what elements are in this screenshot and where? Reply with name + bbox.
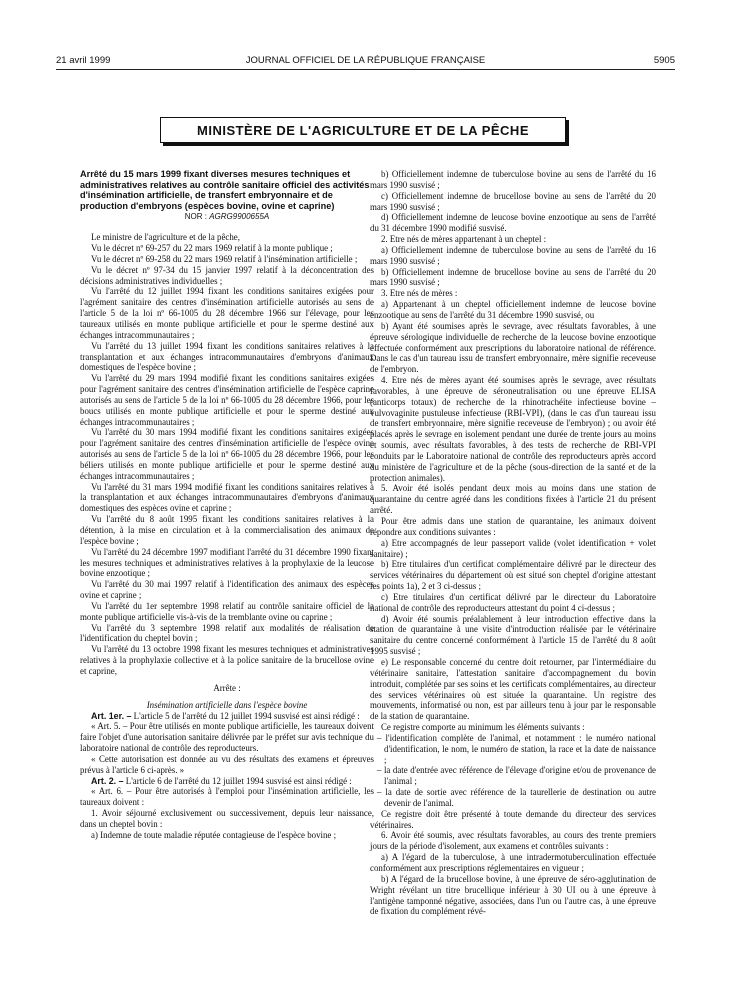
- paragraph: c) Etre titulaires d'un certificat délivré par le directeur du Laboratoire national de contrôle des reproducteurs attestant du point 4 ci-dessus ;: [370, 591, 656, 613]
- paragraph: Ce registre comporte au minimum les éléments suivants :: [381, 722, 585, 733]
- page-header: [56, 55, 675, 67]
- section-heading: Insémination artificielle dans l'espèce bovine: [146, 699, 308, 710]
- register-items: [370, 733, 656, 809]
- article-2-body: [80, 786, 374, 840]
- paragraph: a) A l'égard de la tuberculose, à une intradermotuberculination effectuée conformément aux prescriptions réglementaires en vigueur ;: [370, 852, 656, 873]
- paragraph: 1. Avoir séjourné exclusivement ou successivement, depuis leur naissance, dans un cheptel bovin :: [80, 808, 374, 829]
- paragraph: Vu l'arrêté du 12 juillet 1994 fixant les conditions sanitaires exigées pour l'agrément sanitaire des centres d'insémination artificielle autorisés au sens de l'article 5 de la loi nº 66-1005 du 28 décembre 1966 sur l'élevage, pour les taureaux utilisés en monte publique artificielle et pour le sperme destiné aux échanges intracommunautaires ;: [80, 286, 374, 340]
- paragraph: Vu l'arrêté du 3 septembre 1998 relatif aux modalités de réalisation de l'identification du cheptel bovin ;: [80, 622, 374, 644]
- paragraph: a) Indemne de toute maladie réputée contagieuse de l'espèce bovine ;: [91, 829, 337, 840]
- column-left: [80, 169, 374, 841]
- paragraph: a) Officiellement indemne de tuberculose bovine au sens de l'arrêté du 16 mars 1990 susvisé ;: [370, 244, 656, 266]
- paragraph: « Cette autorisation est donnée au vu des résultats des examens et épreuves prévus à l'article 6 ci-après. »: [80, 753, 374, 775]
- paragraph: Vu l'arrêté du 8 août 1995 fixant les conditions sanitaires relatives à la détention, à la mise en circulation et à la commercialisation des animaux de l'espèce bovine ;: [80, 514, 374, 546]
- header-rule: [56, 69, 675, 70]
- paragraph: Ce registre doit être présenté à toute demande du directeur des services vétérinaires.: [370, 808, 656, 830]
- paragraph: d) Officiellement indemne de leucose bovine enzootique au sens de l'arrêté du 31 décembre 1990 modifié susvisé.: [370, 212, 656, 234]
- ministry-title: MINISTÈRE DE L'AGRICULTURE ET DE LA PÊCHE: [197, 122, 529, 138]
- paragraph: 3. Etre nés de mères :: [381, 288, 458, 299]
- paragraph: c) Officiellement indemne de brucellose bovine au sens de l'arrêté du 20 mars 1990 susvisé ;: [370, 190, 656, 212]
- paragraph: b) Ayant été soumises après le sevrage, avec résultats favorables, à une épreuve sérologique individuelle de recherche de la leucose bovine enzootique effectuée conformément aux prescriptions du laboratoire national de référence. Dans le cas d'un taureau issu de transfert embryonnaire, mère signifie receveuse de l'embryon.: [370, 320, 656, 375]
- arrete-heading: Arrête :: [213, 682, 241, 693]
- paragraph: Vu l'arrêté du 13 octobre 1998 fixant les mesures techniques et administratives relatives à la prophylaxie collective et à la police sanitaire de la brucellose ovine et caprine,: [80, 644, 374, 676]
- paragraph: Vu le décret nº 97-34 du 15 janvier 1997 relatif à la déconcentration des décisions administratives individuelles ;: [80, 264, 374, 286]
- column-right: [370, 169, 656, 917]
- paragraph: – l'identification complète de l'animal, et notamment : le numéro national d'identification, le nom, le numéro de station, la race et la date de naissance ;: [377, 732, 656, 765]
- article-2: Art. 2. – L'article 6 de l'arrêté du 12 juillet 1994 susvisé est ainsi rédigé :: [91, 775, 352, 786]
- journal-title: JOURNAL OFFICIEL DE LA RÉPUBLIQUE FRANÇAISE: [245, 55, 486, 66]
- paragraph: a) Appartenant à un cheptel officiellement indemne de leucose bovine enzootique au sens de l'arrêté du 31 décembre 1990 susvisé, ou: [370, 299, 656, 320]
- paragraph: 5. Avoir été isolés pendant deux mois au moins dans une station de quarantaine du centre agréé dans les conditions fixées à l'article 21 du présent arrêté.: [370, 483, 656, 516]
- nor-reference: NOR : AGRG9900655A: [184, 212, 270, 222]
- paragraph: 4. Etre nés de mères ayant été soumises après le sevrage, avec résultats favorables, à une épreuve de séroneutralisation ou une épreuve ELISA (anticorps totaux) de recherche de la rhinotrachéite infectieuse bovine – vulvovaginite pustuleuse infectieuse (RBI-VPI), (dans le cas d'un taureau issu de transfert embryonnaire, mère signifie receveuse de l'embryon) ; ou avoir été placés après le sevrage en isolement pendant une durée de trente jours au moins et soumis, avec résultats favorables, à des tests de recherche de RBI-VPI conduits par le Laboratoire national de contrôle des reproducteurs après accord du ministère de l'agriculture et de la pêche (sous-direction de la santé et de la protection animales).: [370, 375, 656, 483]
- paragraph: b) A l'égard de la brucellose bovine, à une épreuve de séro-agglutination de Wright révélant un titre brucellique inférieur à 30 UI ou à une épreuve à l'antigène tamponné négative, associées, dans l'un ou l'autre cas, à une épreuve de fixation du complément révé-: [370, 873, 656, 917]
- paragraph: b) Etre titulaires d'un certificat complémentaire délivré par le directeur des services vétérinaires du département où est situé son cheptel d'origine attestant les points 1a), 2 et 3 ci-dessus ;: [370, 559, 656, 592]
- paragraph: Pour être admis dans une station de quarantaine, les animaux doivent répondre aux conditions suivantes :: [370, 516, 656, 537]
- page-number: 5905: [653, 55, 675, 66]
- paragraph: Le ministre de l'agriculture et de la pêche,: [91, 232, 240, 243]
- paragraph: – la date d'entrée avec référence de l'élevage d'origine et/ou de provenance de l'animal ;: [377, 765, 656, 787]
- paragraph: 2. Etre nés de mères appartenant à un cheptel :: [381, 234, 547, 245]
- paragraph: Vu l'arrêté du 31 mars 1994 modifié fixant les conditions sanitaires relatives à la transplantation et aux échanges intracommunautaires d'embryons d'animaux domestiques des espèces ovine et caprine ;: [80, 481, 374, 514]
- paragraph: e) Le responsable concerné du centre doit retourner, par l'intermédiaire du vétérinaire sanitaire, l'attestation sanitaire d'accompagnement du bovin introduit, complétée par ses soins et les certificats complémentaires, au directeur des services vétérinaires où est située la quarantaine. Un registre des mouvements, informatisé ou non, est par ailleurs tenu à jour par le responsable de la station de quarantaine.: [370, 656, 656, 722]
- paragraph: « Art. 6. – Pour être autorisés à l'emploi pour l'insémination artificielle, les taureaux doivent :: [80, 786, 374, 808]
- article-1-body: [80, 721, 374, 775]
- conditions-tail: [370, 809, 656, 917]
- conditions-list: [370, 169, 656, 733]
- paragraph: Vu l'arrêté du 13 juillet 1994 fixant les conditions sanitaires relatives à la transplantation et aux échanges intracommunautaires d'embryons d'animaux domestiques de l'espèce bovine ;: [80, 340, 374, 373]
- article-1: Art. 1er. – L'article 5 de l'arrêté du 12 juillet 1994 susvisé est ainsi rédigé :: [91, 710, 360, 721]
- paragraph: Vu le décret nº 69-258 du 22 mars 1969 relatif à l'insémination artificielle ;: [91, 253, 358, 264]
- paragraph: Vu l'arrêté du 30 mai 1997 relatif à l'identification des animaux des espèces ovine et caprine ;: [80, 579, 374, 601]
- paragraph: Vu l'arrêté du 30 mars 1994 modifié fixant les conditions sanitaires exigées pour l'agrément sanitaire des centres d'insémination artificielle de l'espèce ovine autorisés au sens de l'article 5 de la loi nº 66-1005 du 28 décembre 1966, pour les béliers utilisés en monte publique artificielle et pour le sperme destiné aux échanges intracommunautaires ;: [80, 427, 374, 481]
- paragraph: b) Officiellement indemne de tuberculose bovine au sens de l'arrêté du 16 mars 1990 susvisé ;: [370, 169, 656, 190]
- paragraph: – la date de sortie avec référence de la taurellerie de destination ou autre devenir de l'animal.: [377, 787, 656, 808]
- issue-date: 21 avril 1999: [56, 55, 111, 66]
- paragraph: b) Officiellement indemne de brucellose bovine au sens de l'arrêté du 20 mars 1990 susvisé ;: [370, 266, 656, 288]
- visas-list: [80, 232, 374, 677]
- paragraph: Vu le décret nº 69-257 du 22 mars 1969 relatif à la monte publique ;: [91, 243, 333, 254]
- paragraph: Vu l'arrêté du 24 décembre 1997 modifiant l'arrêté du 31 décembre 1990 fixant les mesures techniques et administratives relatives à la prophylaxie de la leucose bovine enzootique ;: [80, 546, 374, 579]
- paragraph: a) Etre accompagnés de leur passeport valide (volet identification + volet sanitaire) ;: [370, 537, 656, 559]
- paragraph: « Art. 5. – Pour être utilisés en monte publique artificielle, les taureaux doivent faire l'objet d'une autorisation sanitaire délivrée par le préfet sur avis technique du laboratoire national de contrôle des reproducteurs.: [80, 721, 374, 754]
- paragraph: Vu l'arrêté du 29 mars 1994 modifié fixant les conditions sanitaires exigées pour l'agrément sanitaire des centres d'insémination artificielle de l'espèce caprine autorisés au sens de l'article 5 de la loi nº 66-1005 du 28 décembre 1966, pour les boucs utilisés en monte publique artificielle et pour le sperme destiné aux échanges intracommunautaires ;: [80, 373, 374, 427]
- paragraph: d) Avoir été soumis préalablement à leur introduction effective dans la station de quarantaine à une visite d'introduction réalisée par le vétérinaire sanitaire du centre concerné conformément à l'article 15 de l'arrêté du 8 août 1995 susvisé ;: [370, 613, 656, 657]
- decree-title: Arrêté du 15 mars 1999 fixant diverses mesures techniques et administratives relatives au contrôle sanitaire officiel des activités d'insémination artificielle, de transfert embryonnaire et de production d'embryons (espèces bovine, ovine et caprine): [80, 169, 370, 211]
- ministry-banner: [160, 117, 566, 143]
- paragraph: 6. Avoir été soumis, avec résultats favorables, au cours des trente premiers jours de la période d'isolement, aux examens et contrôles suivants :: [370, 830, 656, 852]
- paragraph: Vu l'arrêté du 1er septembre 1998 relatif au contrôle sanitaire officiel de la monte publique artificielle vis-à-vis de la tremblante ovine ou caprine ;: [80, 600, 374, 622]
